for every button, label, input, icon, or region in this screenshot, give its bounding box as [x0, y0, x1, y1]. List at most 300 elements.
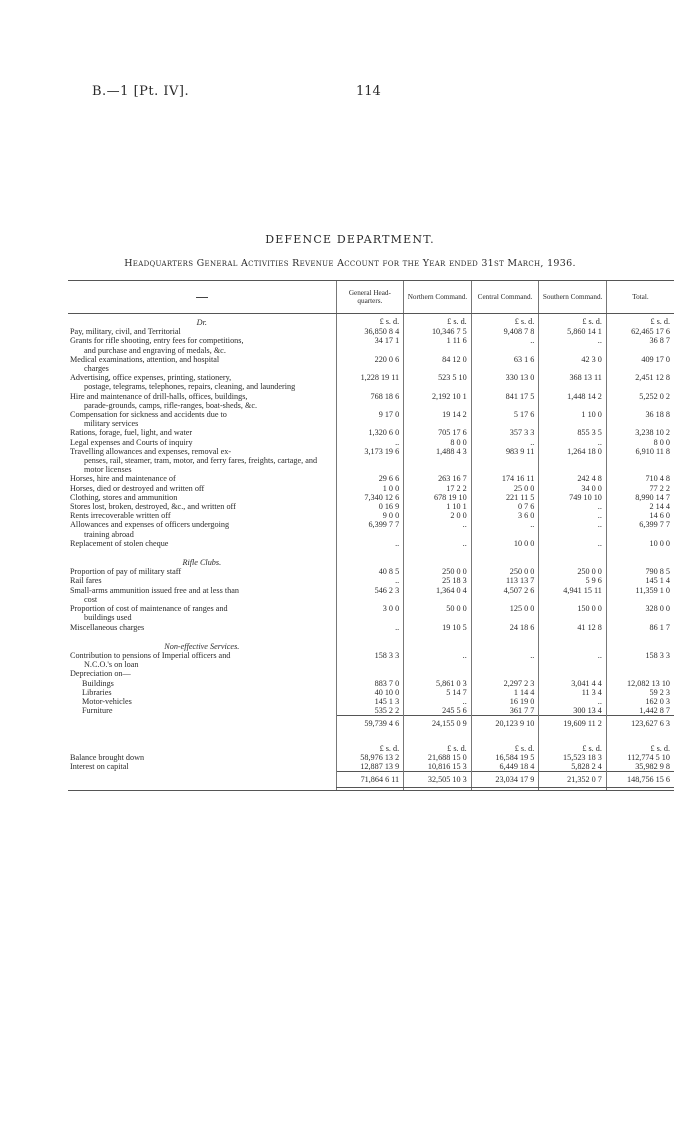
table-row — [68, 604, 674, 622]
row-label-cell — [68, 651, 336, 669]
amount-cell: 20,123 9 10 — [471, 716, 539, 729]
row-label: Allowances and expenses of officers undergoing — [70, 520, 230, 530]
table-row — [68, 355, 674, 373]
amount-cell: 5,861 0 3 — [404, 679, 472, 688]
amount-cell: 535 2 2 — [336, 706, 404, 716]
spacer-cell — [404, 669, 472, 678]
row-label-cell — [68, 428, 336, 437]
amount-cell: .. — [539, 336, 607, 354]
amount-cell: £ s. d. — [336, 741, 404, 753]
table-header-row — [68, 281, 674, 314]
amount-cell: 523 5 10 — [404, 373, 472, 391]
amount-cell: 41 12 8 — [539, 623, 607, 632]
table-row — [68, 392, 674, 410]
amount-cell: 1 0 0 — [336, 484, 404, 493]
row-label: Rents irrecoverable written off — [70, 511, 171, 521]
row-label-continuation: parade-grounds, camps, rifle-ranges, boat-sheds, &c. — [84, 400, 258, 410]
spacer-cell — [404, 554, 472, 567]
amount-cell: 9 0 0 — [336, 511, 404, 520]
amount-cell: .. — [539, 539, 607, 548]
amount-cell: 84 12 0 — [404, 355, 472, 373]
table-body — [68, 314, 674, 791]
row-label-cell — [68, 762, 336, 772]
row-label-continuation: N.C.O.'s on loan — [84, 660, 139, 670]
amount-cell: 174 16 11 — [471, 474, 539, 483]
amount-cell: 250 0 0 — [404, 567, 472, 576]
amount-cell: 361 7 7 — [471, 706, 539, 716]
row-label-cell — [68, 539, 336, 548]
spacer-cell — [606, 669, 674, 678]
amount-cell: 23,034 17 9 — [471, 772, 539, 788]
amount-cell: 6,449 18 4 — [471, 762, 539, 772]
amount-cell: 2,451 12 8 — [606, 373, 674, 391]
amount-cell: 11,359 1 0 — [606, 586, 674, 604]
row-label: Horses, hire and maintenance of — [70, 474, 176, 484]
amount-cell: 546 2 3 — [336, 586, 404, 604]
amount-cell: 220 0 6 — [336, 355, 404, 373]
table-row — [68, 688, 674, 697]
row-label: Replacement of stolen cheque — [70, 538, 169, 548]
amount-cell: 29 6 6 — [336, 474, 404, 483]
amount-cell: 10,816 15 3 — [404, 762, 472, 772]
spacer-cell — [471, 638, 539, 651]
amount-cell: 1,442 8 7 — [606, 706, 674, 716]
spacer-cell — [404, 788, 472, 791]
section-caption-row — [68, 554, 674, 567]
amount-cell: 34 17 1 — [336, 336, 404, 354]
amount-cell: 32,505 10 3 — [404, 772, 472, 788]
amount-cell: .. — [336, 576, 404, 585]
amount-cell: 1 10 0 — [539, 410, 607, 428]
amount-cell: 21,352 0 7 — [539, 772, 607, 788]
amount-cell: .. — [471, 520, 539, 538]
amount-cell: 10 0 0 — [471, 539, 539, 548]
amount-cell: 250 0 0 — [539, 567, 607, 576]
amount-cell: £ s. d. — [336, 314, 404, 328]
amount-cell: 409 17 0 — [606, 355, 674, 373]
amount-cell: .. — [471, 651, 539, 669]
table-row — [68, 373, 674, 391]
amount-cell: 5 9 6 — [539, 576, 607, 585]
amount-cell: 15,523 18 3 — [539, 753, 607, 762]
row-label-cell — [68, 392, 336, 410]
amount-cell: 145 1 4 — [606, 576, 674, 585]
row-label-continuation: buildings used — [84, 613, 132, 623]
amount-cell: £ s. d. — [404, 741, 472, 753]
amount-cell: 14 6 0 — [606, 511, 674, 520]
table-row — [68, 502, 674, 511]
row-label-cell — [68, 697, 336, 706]
amount-cell: £ s. d. — [606, 741, 674, 753]
amount-cell: 24,155 0 9 — [404, 716, 472, 729]
amount-cell: 19 14 2 — [404, 410, 472, 428]
row-label: Grants for rifle shooting, entry fees for competitions, — [70, 336, 244, 346]
amount-cell: 62,465 17 6 — [606, 327, 674, 336]
amount-cell: 125 0 0 — [471, 604, 539, 622]
amount-cell: 3,238 10 2 — [606, 428, 674, 437]
spacer-cell — [471, 788, 539, 791]
amount-cell: 58,976 13 2 — [336, 753, 404, 762]
amount-cell: 8 0 0 — [404, 438, 472, 447]
row-label-cell — [68, 567, 336, 576]
row-label-continuation: and purchase and engraving of medals, &c. — [84, 345, 226, 355]
spacer-cell — [539, 669, 607, 678]
amount-cell: .. — [539, 502, 607, 511]
row-label-cell — [68, 604, 336, 622]
amount-cell: 5 14 7 — [404, 688, 472, 697]
page-reference: B.—1 [Pt. IV]. — [92, 84, 190, 99]
amount-cell: 25 18 3 — [404, 576, 472, 585]
spacer-cell — [606, 554, 674, 567]
amount-cell: 63 1 6 — [471, 355, 539, 373]
row-label: Proportion of cost of maintenance of ranges and — [70, 604, 228, 614]
amount-cell: .. — [539, 511, 607, 520]
spacer-cell — [539, 788, 607, 791]
amount-cell: 7,340 12 6 — [336, 493, 404, 502]
amount-cell: 3 0 0 — [336, 604, 404, 622]
amount-cell: 158 3 3 — [606, 651, 674, 669]
row-label: Interest on capital — [70, 761, 129, 771]
row-label: Balance brought down — [70, 752, 145, 762]
amount-cell: 9,408 7 8 — [471, 327, 539, 336]
amount-cell: 790 8 5 — [606, 567, 674, 576]
page-number: 114 — [356, 84, 381, 99]
page-title: DEFENCE DEPARTMENT. — [265, 233, 435, 246]
unit-row — [68, 741, 674, 753]
amount-cell: 12,887 13 9 — [336, 762, 404, 772]
table-row — [68, 697, 674, 706]
row-label-cell — [68, 336, 336, 354]
amount-cell: 6,399 7 7 — [336, 520, 404, 538]
amount-cell: .. — [539, 438, 607, 447]
amount-cell: 8,990 14 7 — [606, 493, 674, 502]
amount-cell: 36,850 8 4 — [336, 327, 404, 336]
grand-total-row — [68, 772, 674, 788]
amount-cell: 112,774 5 10 — [606, 753, 674, 762]
row-label-cell — [68, 474, 336, 483]
amount-cell: 705 17 6 — [404, 428, 472, 437]
table-row — [68, 651, 674, 669]
amount-cell: 1 10 1 — [404, 502, 472, 511]
row-label: Legal expenses and Courts of inquiry — [70, 437, 193, 447]
amount-cell: 221 11 5 — [471, 493, 539, 502]
amount-cell: 0 7 6 — [471, 502, 539, 511]
spacer-cell — [68, 788, 336, 791]
table-row — [68, 762, 674, 772]
row-label: Rail fares — [70, 576, 102, 586]
row-label-cell — [68, 688, 336, 697]
amount-cell: 59,739 4 6 — [336, 716, 404, 729]
amount-cell: 25 0 0 — [471, 484, 539, 493]
amount-cell: 4,507 2 6 — [471, 586, 539, 604]
table-row — [68, 438, 674, 447]
table-row — [68, 753, 674, 762]
row-label: Rations, forage, fuel, light, and water — [70, 428, 193, 438]
amount-cell: 357 3 3 — [471, 428, 539, 437]
spacer-cell — [68, 716, 336, 729]
amount-cell: .. — [539, 697, 607, 706]
row-label-cell — [68, 493, 336, 502]
amount-cell: 162 0 3 — [606, 697, 674, 706]
table-row — [68, 428, 674, 437]
spacer-cell — [404, 638, 472, 651]
amount-cell: 242 4 8 — [539, 474, 607, 483]
amount-cell: 2 0 0 — [404, 511, 472, 520]
row-label: Motor-vehicles — [82, 696, 132, 706]
amount-cell: 710 4 8 — [606, 474, 674, 483]
amount-cell: 8 0 0 — [606, 438, 674, 447]
table-row — [68, 327, 674, 336]
amount-cell: 113 13 7 — [471, 576, 539, 585]
amount-cell: 86 1 7 — [606, 623, 674, 632]
row-label-cell — [68, 520, 336, 538]
depreciation-heading-row — [68, 669, 674, 678]
amount-cell: 678 19 10 — [404, 493, 472, 502]
row-label-cell — [68, 438, 336, 447]
row-label: Pay, military, civil, and Territorial — [70, 327, 181, 337]
amount-cell: 1,488 4 3 — [404, 447, 472, 475]
table-row — [68, 679, 674, 688]
amount-cell: 19,609 11 2 — [539, 716, 607, 729]
row-label: Horses, died or destroyed and written off — [70, 483, 205, 493]
amount-cell: 123,627 6 3 — [606, 716, 674, 729]
row-label: Advertising, office expenses, printing, stationery, — [70, 373, 232, 383]
amount-cell: 0 16 9 — [336, 502, 404, 511]
rifle-clubs-caption: Rifle Clubs. — [182, 558, 222, 568]
table-row — [68, 493, 674, 502]
amount-cell: 2 14 4 — [606, 502, 674, 511]
row-label-cell — [68, 502, 336, 511]
amount-cell: 1 14 4 — [471, 688, 539, 697]
section-caption-row — [68, 638, 674, 651]
amount-cell: 40 8 5 — [336, 567, 404, 576]
amount-cell: 1,320 6 0 — [336, 428, 404, 437]
row-label-cell — [68, 511, 336, 520]
amount-cell: 3,041 4 4 — [539, 679, 607, 688]
row-label: Miscellaneous charges — [70, 622, 145, 632]
table-row — [68, 520, 674, 538]
spacer-cell — [471, 669, 539, 678]
amount-cell: 24 18 6 — [471, 623, 539, 632]
amount-cell: 150 0 0 — [539, 604, 607, 622]
spacer-cell — [471, 554, 539, 567]
amount-cell: 71,864 6 11 — [336, 772, 404, 788]
amount-cell: .. — [404, 697, 472, 706]
amount-cell: 16 19 0 — [471, 697, 539, 706]
amount-cell: 21,688 15 0 — [404, 753, 472, 762]
amount-cell: £ s. d. — [539, 741, 607, 753]
spacer-cell — [68, 772, 336, 788]
amount-cell: 841 17 5 — [471, 392, 539, 410]
row-label: Travelling allowances and expenses, removal ex- — [70, 446, 232, 456]
subtotal-row — [68, 716, 674, 729]
amount-cell: 11 3 4 — [539, 688, 607, 697]
amount-cell: .. — [471, 438, 539, 447]
amount-cell: 34 0 0 — [539, 484, 607, 493]
amount-cell: .. — [404, 520, 472, 538]
amount-cell: 855 3 5 — [539, 428, 607, 437]
spacer-cell — [606, 788, 674, 791]
row-label: Libraries — [82, 687, 112, 697]
spacer-cell — [606, 638, 674, 651]
table-row — [68, 576, 674, 585]
row-label: Proportion of pay of military staff — [70, 567, 182, 577]
table-row — [68, 511, 674, 520]
amount-cell: .. — [336, 438, 404, 447]
row-label-continuation: cost — [84, 594, 98, 604]
amount-cell: .. — [471, 336, 539, 354]
amount-cell: 5,860 14 1 — [539, 327, 607, 336]
amount-cell: 983 9 11 — [471, 447, 539, 475]
amount-cell: 263 16 7 — [404, 474, 472, 483]
column-header: General Head-quarters. — [336, 281, 404, 314]
row-label-cell — [68, 623, 336, 632]
spacer-cell — [336, 638, 404, 651]
row-label-continuation: penses, rail, steamer, tram, motor, and ferry fares, freights, cartage, and motor licenses — [84, 456, 318, 475]
amount-cell: 5,252 0 2 — [606, 392, 674, 410]
row-label: Contribution to pensions of Imperial officers and — [70, 650, 231, 660]
amount-cell: 9 17 0 — [336, 410, 404, 428]
amount-cell: 17 2 2 — [404, 484, 472, 493]
amount-cell: 50 0 0 — [404, 604, 472, 622]
row-label: Stores lost, broken, destroyed, &c., and written off — [70, 502, 236, 512]
amount-cell: 42 3 0 — [539, 355, 607, 373]
amount-cell: .. — [404, 539, 472, 548]
amount-cell: 59 2 3 — [606, 688, 674, 697]
amount-cell: .. — [404, 651, 472, 669]
dr-label: Dr. — [196, 318, 207, 327]
row-label-cell — [68, 679, 336, 688]
spacer-row — [68, 788, 674, 791]
row-label-cell — [68, 706, 336, 716]
amount-cell: .. — [336, 623, 404, 632]
non-effective-caption: Non-effective Services. — [164, 641, 240, 651]
amount-cell: £ s. d. — [606, 314, 674, 328]
amount-cell: 4,941 15 11 — [539, 586, 607, 604]
row-label-cell — [68, 447, 336, 475]
row-label: Compensation for sickness and accidents due to — [70, 410, 227, 420]
amount-cell: 2,192 10 1 — [404, 392, 472, 410]
amount-cell: 35,982 9 8 — [606, 762, 674, 772]
amount-cell: 250 0 0 — [471, 567, 539, 576]
amount-cell: 36 8 7 — [606, 336, 674, 354]
row-label-cell — [68, 373, 336, 391]
column-header: Northern Command. — [404, 281, 472, 314]
amount-cell: 1 11 6 — [404, 336, 472, 354]
amount-cell: 330 13 0 — [471, 373, 539, 391]
row-label-continuation: training abroad — [84, 529, 134, 539]
amount-cell: 3 6 0 — [471, 511, 539, 520]
spacer-cell — [68, 741, 336, 753]
amount-cell: 16,584 19 5 — [471, 753, 539, 762]
row-label: Buildings — [82, 678, 114, 688]
amount-cell: 1,364 0 4 — [404, 586, 472, 604]
depreciation-label: Depreciation on— — [70, 669, 131, 679]
amount-cell: 328 0 0 — [606, 604, 674, 622]
spacer-cell — [539, 554, 607, 567]
row-label: Clothing, stores and ammunition — [70, 492, 178, 502]
amount-cell: £ s. d. — [471, 741, 539, 753]
row-label: Hire and maintenance of drill-halls, offices, buildings, — [70, 391, 248, 401]
amount-cell: 77 2 2 — [606, 484, 674, 493]
row-label-continuation: military services — [84, 419, 139, 429]
table-row — [68, 586, 674, 604]
amount-cell: 1,264 18 0 — [539, 447, 607, 475]
amount-cell: 40 10 0 — [336, 688, 404, 697]
column-header: Central Command. — [471, 281, 539, 314]
table-row — [68, 706, 674, 716]
amount-cell: 6,399 7 7 — [606, 520, 674, 538]
column-header: Total. — [606, 281, 674, 314]
amount-cell: 300 13 4 — [539, 706, 607, 716]
table-row — [68, 410, 674, 428]
amount-cell: 158 3 3 — [336, 651, 404, 669]
description-column-header — [68, 281, 336, 314]
row-label-continuation: charges — [84, 364, 109, 374]
spacer-cell — [336, 669, 404, 678]
row-label-continuation: postage, telegrams, telephones, repairs, cleaning, and laundering — [84, 382, 296, 392]
spacer-cell — [336, 788, 404, 791]
amount-cell: 6,910 11 8 — [606, 447, 674, 475]
row-label-cell — [68, 410, 336, 428]
table-row — [68, 484, 674, 493]
amount-cell: .. — [336, 539, 404, 548]
revenue-account-table — [68, 280, 674, 791]
table-row — [68, 474, 674, 483]
amount-cell: .. — [539, 520, 607, 538]
column-header: Southern Command. — [539, 281, 607, 314]
amount-cell: .. — [539, 651, 607, 669]
table-row — [68, 567, 674, 576]
amount-cell: 3,173 19 6 — [336, 447, 404, 475]
row-label-cell — [68, 327, 336, 336]
amount-cell: 245 5 6 — [404, 706, 472, 716]
unit-row — [68, 314, 674, 328]
table-row — [68, 336, 674, 354]
amount-cell: 749 10 10 — [539, 493, 607, 502]
table-row — [68, 539, 674, 548]
row-label-cell — [68, 586, 336, 604]
amount-cell: 5 17 6 — [471, 410, 539, 428]
amount-cell: 36 18 8 — [606, 410, 674, 428]
row-label-cell — [68, 753, 336, 762]
amount-cell: 1,448 14 2 — [539, 392, 607, 410]
amount-cell: 148,756 15 6 — [606, 772, 674, 788]
amount-cell: £ s. d. — [471, 314, 539, 328]
row-label: Small-arms ammunition issued free and at less than — [70, 585, 239, 595]
row-label-cell — [68, 576, 336, 585]
amount-cell: 5,828 2 4 — [539, 762, 607, 772]
amount-cell: 12,082 13 10 — [606, 679, 674, 688]
amount-cell: 19 10 5 — [404, 623, 472, 632]
row-label: Furniture — [82, 706, 113, 716]
account-subtitle: Headquarters General Activities Revenue Account for the Year ended 31st March, 1936. — [124, 258, 576, 269]
row-label-cell — [68, 355, 336, 373]
spacer-cell — [539, 638, 607, 651]
amount-cell: 768 18 6 — [336, 392, 404, 410]
spacer-cell — [336, 554, 404, 567]
amount-cell: 145 1 3 — [336, 697, 404, 706]
amount-cell: 10 0 0 — [606, 539, 674, 548]
amount-cell: 10,346 7 5 — [404, 327, 472, 336]
row-label: Medical examinations, attention, and hospital — [70, 354, 220, 364]
amount-cell: £ s. d. — [539, 314, 607, 328]
row-label-cell — [68, 484, 336, 493]
amount-cell: 368 13 11 — [539, 373, 607, 391]
amount-cell: 883 7 0 — [336, 679, 404, 688]
amount-cell: 1,228 19 11 — [336, 373, 404, 391]
table-row — [68, 623, 674, 632]
